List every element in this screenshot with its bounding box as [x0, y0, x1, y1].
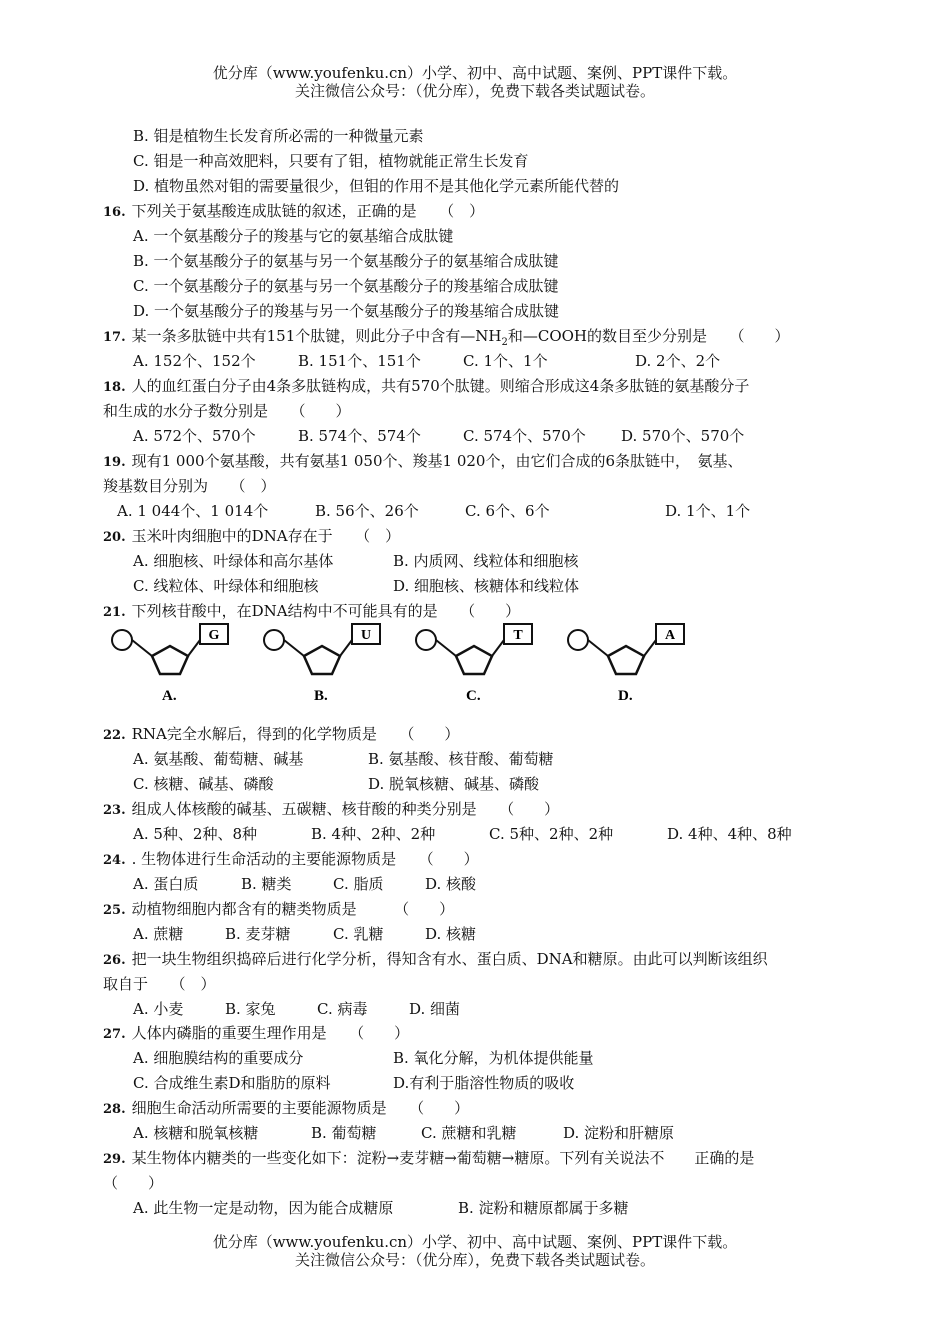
- question-stem: 人的血红蛋白分子由4条多肽链构成，共有570个肽键。则缩合形成这4条多肽链的氨基酸分子: [131, 377, 750, 395]
- question-stem-cont: 取自于 （ ）: [103, 975, 216, 993]
- question-number: 25.: [103, 903, 126, 918]
- option-d: D. 2个、2个: [635, 352, 721, 370]
- option-a: A. 氨基酸、葡萄糖、碱基: [133, 750, 304, 768]
- option-a: A. 小麦: [133, 1000, 184, 1018]
- pentose-sugar: [456, 646, 492, 674]
- pentose-sugar: [152, 646, 188, 674]
- option-c: C. 乳糖: [333, 925, 384, 943]
- option-a: A. 1 044个、1 014个: [117, 502, 269, 520]
- question-20: [103, 524, 838, 599]
- option-b: B. 钼是植物生长发育所必需的一种微量元素: [133, 127, 424, 145]
- question-19: [103, 449, 838, 524]
- footer-line-1: 优分库（www.youfenku.cn）小学、初中、高中试题、案例、PPT课件下载。: [212, 1233, 738, 1251]
- option-label: B.: [314, 688, 328, 704]
- question-number: 29.: [103, 1152, 126, 1167]
- option-c: C. 蔗糖和乳糖: [421, 1124, 517, 1142]
- base-label: G: [208, 628, 220, 643]
- option-c: C. 钼是一种高效肥料，只要有了钼，植物就能正常生长发育: [133, 152, 529, 170]
- option-a: A. 152个、152个: [133, 352, 256, 370]
- question-24: [103, 847, 838, 897]
- question-number: 28.: [103, 1102, 126, 1117]
- header-line-1: 优分库（www.youfenku.cn）小学、初中、高中试题、案例、PPT课件下载。: [212, 64, 738, 82]
- question-16: [103, 199, 838, 324]
- nucleotide-b: [264, 624, 380, 704]
- question-17: [103, 324, 838, 374]
- option-b: B. 糖类: [241, 875, 292, 893]
- question-stem: 某生物体内糖类的一些变化如下：淀粉→麦芽糖→葡萄糖→糖原。下列有关说法不 正确的是: [131, 1149, 755, 1167]
- question-number: 26.: [103, 953, 126, 968]
- option-label: D.: [618, 688, 633, 704]
- question-stem: 细胞生命活动所需要的主要能源物质是 （ ）: [131, 1099, 470, 1117]
- question-number: 27.: [103, 1027, 126, 1042]
- question-26: [103, 947, 838, 1022]
- option-d: D. 脱氧核糖、碱基、磷酸: [368, 775, 540, 793]
- option-c: C. 线粒体、叶绿体和细胞核: [133, 577, 319, 595]
- option-a: A. 蔗糖: [133, 925, 184, 943]
- question-stem: RNA完全水解后，得到的化学物质是 （ ）: [131, 725, 460, 743]
- option-b: B. 151个、151个: [298, 352, 421, 370]
- option-d: D. 核糖: [425, 925, 477, 943]
- question-15-options: [103, 124, 838, 199]
- option-b: B. 葡萄糖: [311, 1124, 377, 1142]
- option-b: B. 4种、2种、2种: [311, 825, 436, 843]
- base-label: T: [513, 628, 523, 643]
- option-d: D. 570个、570个: [621, 427, 745, 445]
- nucleotide-diagrams: [100, 618, 720, 710]
- question-stem: . 生物体进行生命活动的主要能源物质是 （ ）: [131, 850, 479, 868]
- base-label: U: [360, 628, 372, 643]
- option-d: D. 淀粉和肝糖原: [563, 1124, 675, 1142]
- question-number: 20.: [103, 530, 126, 545]
- option-c: C. 5种、2种、2种: [489, 825, 614, 843]
- question-22: [103, 722, 838, 797]
- question-25: [103, 897, 838, 947]
- pentose-sugar: [304, 646, 340, 674]
- header-line-2: 关注微信公众号：（优分库），免费下载各类试题试卷。: [294, 82, 655, 100]
- option-a: A. 一个氨基酸分子的羧基与它的氨基缩合成肽键: [133, 227, 454, 245]
- question-stem: 动植物细胞内都含有的糖类物质是 （ ）: [131, 900, 455, 918]
- option-label: C.: [466, 688, 481, 704]
- question-number: 22.: [103, 728, 126, 743]
- option-a: A. 此生物一定是动物，因为能合成糖原: [133, 1199, 394, 1217]
- phosphate-circle: [568, 630, 588, 650]
- question-29: [103, 1146, 838, 1221]
- question-stem-cont: 和生成的水分子数分别是 （ ）: [103, 402, 351, 420]
- option-d: D. 核酸: [425, 875, 477, 893]
- question-28: [103, 1096, 838, 1146]
- question-stem-cont: （ ）: [103, 1174, 164, 1192]
- option-c: C. 核糖、碱基、磷酸: [133, 775, 274, 793]
- question-stem-part-2: 和—COOH的数目至少分别是 （ ）: [507, 327, 790, 345]
- question-stem-cont: 羧基数目分别为 （ ）: [103, 477, 276, 495]
- option-d: D. 一个氨基酸分子的羧基与另一个氨基酸分子的羧基缩合成肽键: [133, 302, 560, 320]
- nucleotide-c: [416, 624, 532, 704]
- option-a: A. 572个、570个: [133, 427, 256, 445]
- option-b: B. 一个氨基酸分子的氨基与另一个氨基酸分子的氨基缩合成肽键: [133, 252, 559, 270]
- question-stem: 把一块生物组织捣碎后进行化学分析，得知含有水、蛋白质、DNA和糖原。由此可以判断该组织: [131, 950, 768, 968]
- phosphate-circle: [264, 630, 284, 650]
- question-stem: 玉米叶肉细胞中的DNA存在于 （ ）: [131, 527, 401, 545]
- subscript: 2: [501, 337, 508, 348]
- base-label: A: [664, 628, 676, 643]
- option-d: D. 植物虽然对钼的需要量很少，但钼的作用不是其他化学元素所能代替的: [133, 177, 620, 195]
- question-number: 18.: [103, 380, 126, 395]
- question-27: [103, 1021, 838, 1096]
- option-a: A. 核糖和脱氧核糖: [133, 1124, 259, 1142]
- option-d: D. 1个、1个: [665, 502, 751, 520]
- phosphate-circle: [416, 630, 436, 650]
- question-18: [103, 374, 838, 449]
- option-b: B. 麦芽糖: [225, 925, 291, 943]
- nucleotide-d: [568, 624, 684, 704]
- question-stem: 组成人体核酸的碱基、五碳糖、核苷酸的种类分别是 （ ）: [131, 800, 560, 818]
- question-number: 17.: [103, 330, 126, 345]
- question-stem: 下列关于氨基酸连成肽链的叙述，正确的是 （ ）: [131, 202, 485, 220]
- question-number: 16.: [103, 205, 126, 220]
- question-number: 24.: [103, 853, 126, 868]
- option-b: B. 内质网、线粒体和细胞核: [393, 552, 579, 570]
- question-stem: 现有1 000个氨基酸，共有氨基1 050个、羧基1 020个，由它们合成的6条肽链中， 氨基、: [131, 452, 743, 470]
- option-c: C. 一个氨基酸分子的氨基与另一个氨基酸分子的羧基缩合成肽键: [133, 277, 559, 295]
- option-a: A. 蛋白质: [133, 875, 199, 893]
- question-number: 23.: [103, 803, 126, 818]
- option-d: D. 细胞核、核糖体和线粒体: [393, 577, 580, 595]
- option-b: B. 574个、574个: [298, 427, 421, 445]
- page-footer: [0, 1233, 950, 1269]
- nucleotide-a: [112, 624, 228, 704]
- pentose-sugar: [608, 646, 644, 674]
- option-label: A.: [162, 688, 177, 704]
- option-c: C. 合成维生素D和脂肪的原料: [133, 1074, 331, 1092]
- option-c: C. 6个、6个: [465, 502, 550, 520]
- question-stem: 人体内磷脂的重要生理作用是 （ ）: [131, 1024, 410, 1042]
- option-d: D.有利于脂溶性物质的吸收: [393, 1074, 575, 1092]
- footer-line-2: 关注微信公众号：（优分库），免费下载各类试题试卷。: [294, 1251, 655, 1269]
- option-c: C. 脂质: [333, 875, 384, 893]
- question-number: 19.: [103, 455, 126, 470]
- option-c: C. 1个、1个: [463, 352, 548, 370]
- option-b: B. 家兔: [225, 1000, 276, 1018]
- question-number: 21.: [103, 605, 126, 620]
- option-b: B. 淀粉和糖原都属于多糖: [458, 1199, 629, 1217]
- phosphate-circle: [112, 630, 132, 650]
- option-b: B. 氧化分解，为机体提供能量: [393, 1049, 594, 1067]
- option-a: A. 细胞核、叶绿体和高尔基体: [133, 552, 334, 570]
- option-a: A. 细胞膜结构的重要成分: [133, 1049, 304, 1067]
- option-a: A. 5种、2种、8种: [133, 825, 257, 843]
- page-header: [0, 64, 950, 100]
- question-stem-part-1: 某一条多肽链中共有151个肽键，则此分子中含有—NH: [131, 327, 502, 345]
- question-stem: 下列核苷酸中，在DNA结构中不可能具有的是 （ ）: [131, 602, 521, 620]
- option-b: B. 氨基酸、核苷酸、葡萄糖: [368, 750, 554, 768]
- option-c: C. 病毒: [317, 1000, 368, 1018]
- option-d: D. 4种、4种、8种: [667, 825, 792, 843]
- question-23: [103, 797, 838, 847]
- option-c: C. 574个、570个: [463, 427, 586, 445]
- option-b: B. 56个、26个: [315, 502, 419, 520]
- option-d: D. 细菌: [409, 1000, 461, 1018]
